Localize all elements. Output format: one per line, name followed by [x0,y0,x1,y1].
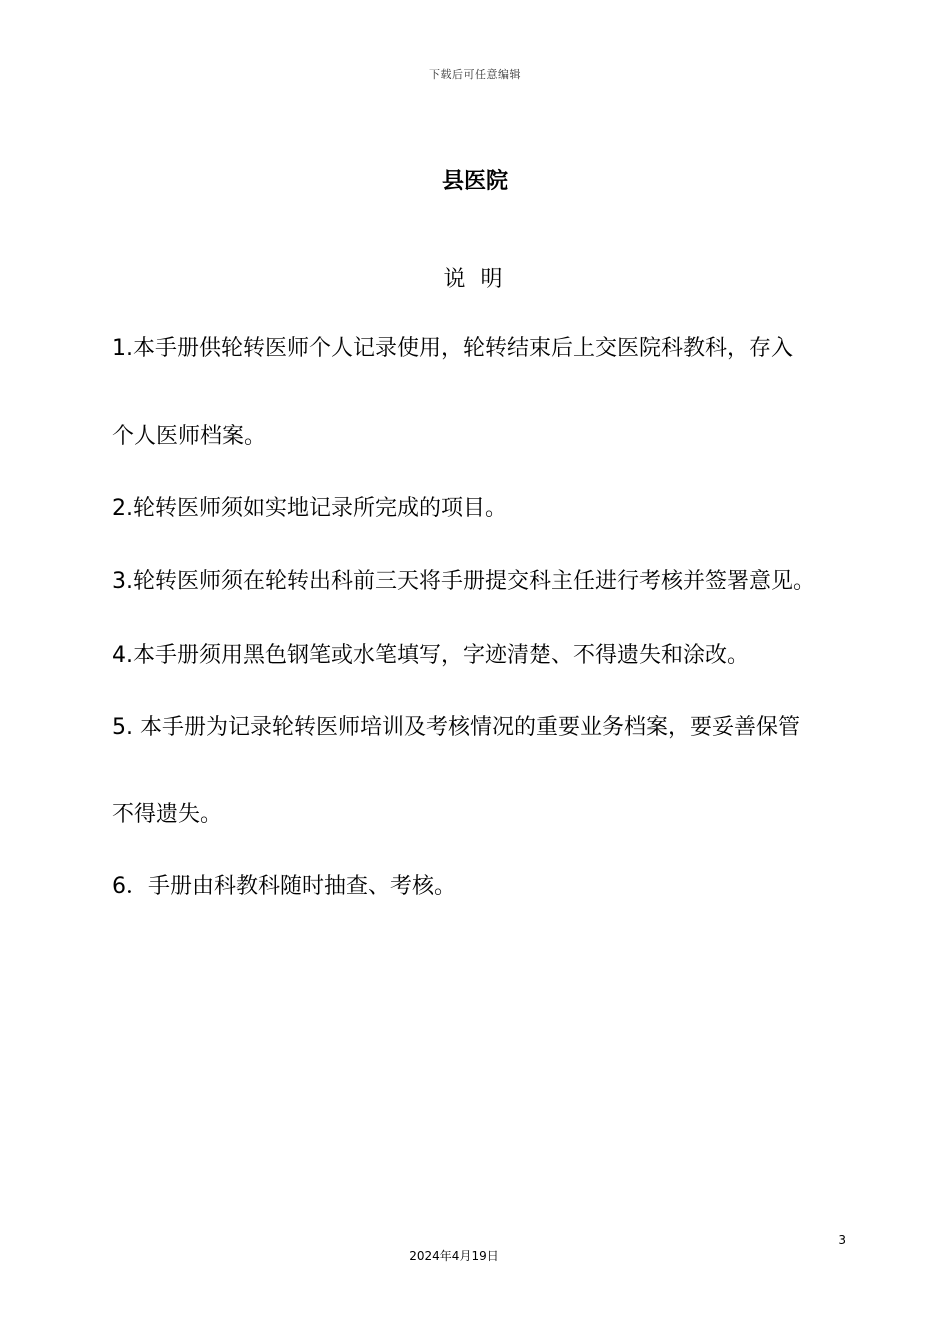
header-note: 下载后可任意编辑 [429,68,521,81]
paragraph-line: 4.本手册须用黑色钢笔或水笔填写，字迹清楚、不得遗失和涂改。 [112,643,749,668]
section-heading: 说 明 [443,267,507,292]
paragraph-line: 2.轮转医师须如实地记录所完成的项目。 [112,496,507,521]
page-number: 3 [838,1233,846,1247]
footer-date: 2024年4月19日 [409,1249,499,1263]
paragraph-line: 个人医师档案。 [112,424,267,449]
paragraph-line: 3.轮转医师须在轮转出科前三天将手册提交科主任进行考核并签署意见。 [112,569,815,594]
paragraph-line: 1.本手册供轮转医师个人记录使用，轮转结束后上交医院科教科，存入 [112,336,793,361]
paragraph-line: 不得遗失。 [112,802,223,827]
document-title: 县医院 [441,169,508,194]
paragraph-line: 6．手册由科教科随时抽查、考核。 [112,874,456,899]
paragraph-line: 5. 本手册为记录轮转医师培训及考核情况的重要业务档案，要妥善保管 [112,715,800,740]
